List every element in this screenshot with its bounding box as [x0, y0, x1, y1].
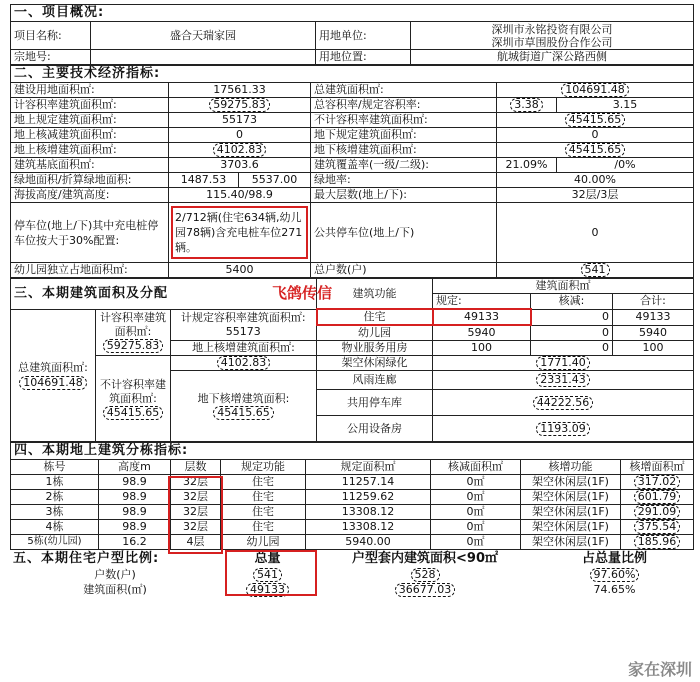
cell-function: 住宅: [221, 490, 306, 505]
col-total-header: 总量: [254, 550, 281, 566]
indicator-label: 建筑覆盖率(一级/二级):: [311, 158, 497, 173]
indicator-value: 40.00%: [497, 173, 694, 188]
indicator-value-text: 59275.83: [209, 98, 270, 112]
cell-height: 16.2: [99, 535, 171, 550]
parking-label: 停车位(地上/下)其中充电桩停车位按大于30%配置:: [11, 203, 169, 263]
cell-add-area-text: 317.02: [634, 475, 681, 489]
indicator-value: [497, 98, 557, 113]
area-header: 建筑面积㎡: [433, 279, 694, 294]
indicator-value: [497, 113, 694, 128]
cell-function: 住宅: [221, 505, 306, 520]
cell-floors: 32层: [171, 490, 221, 505]
func-total: 5940: [613, 325, 694, 341]
cell-area: 11257.14: [306, 475, 431, 490]
location-value: 航城街道广深公路西侧: [411, 50, 694, 65]
cell-add-area-text: 375.54: [634, 520, 681, 534]
cell-reduce: 0㎡: [431, 490, 521, 505]
indicator-label: 地下核增建筑面积㎡:: [311, 143, 497, 158]
func-spec: 49133: [433, 309, 531, 325]
nonfar-cell: [96, 356, 171, 442]
col-total-header: 合计:: [613, 294, 694, 310]
func-value-text: 1771.40: [536, 356, 590, 370]
section-project-overview: [10, 4, 694, 65]
far-area-label: 计容积率建筑面积㎡:: [100, 311, 166, 339]
section-building-indicators: [10, 442, 694, 550]
indicator-label: 地上核减建筑面积㎡:: [11, 128, 169, 143]
cell-height: 98.9: [99, 490, 171, 505]
cell-height: 98.9: [99, 505, 171, 520]
below-add-value: 45415.65: [213, 406, 274, 420]
indicator-value: 55173: [169, 113, 311, 128]
indicator-label: 计容积率建筑面积㎡:: [11, 98, 169, 113]
indicator-value: [497, 143, 694, 158]
ratio-ratio: [535, 567, 694, 582]
cell-add-function: 架空休闲层(1F): [521, 520, 621, 535]
project-name-value: 盛合天瑞家园: [91, 22, 316, 50]
func-name: 风雨连廊: [317, 371, 433, 390]
indicator-value: [169, 98, 311, 113]
plot-no-label: 宗地号:: [11, 50, 91, 65]
plot-no-value: [91, 50, 316, 65]
indicator-value: 17561.33: [169, 83, 311, 98]
section-unit-ratio: [10, 550, 694, 597]
cell-floors: 32层: [171, 505, 221, 520]
indicator-value: 0: [497, 128, 694, 143]
func-value-text: 44222.56: [533, 396, 594, 410]
indicator-value: /0%: [557, 158, 694, 173]
col-header: 规定功能: [221, 460, 306, 475]
cell-add-function: 架空休闲层(1F): [521, 505, 621, 520]
cell-floors: 4层: [171, 535, 221, 550]
kinder-label: 幼儿园独立占地面积㎡:: [11, 263, 169, 278]
cell-add-area: [621, 520, 694, 535]
indicator-value-text: 45415.65: [565, 143, 626, 157]
section-area-distribution: [10, 278, 694, 442]
location-label: 用地位置:: [316, 50, 411, 65]
ratio-total-text: 49133: [246, 583, 289, 597]
func-value: [433, 356, 694, 371]
func-name: 公用设备房: [317, 416, 433, 442]
far-area-cell: [96, 309, 171, 356]
households-label: 总户数(户): [311, 263, 497, 278]
households-value-text: 541: [581, 263, 610, 277]
cell-add-function: 架空休闲层(1F): [521, 535, 621, 550]
cell-reduce: 0㎡: [431, 520, 521, 535]
cell-add-area: [621, 535, 694, 550]
indicator-value-text: 45415.65: [565, 113, 626, 127]
func-name: 共用停车库: [317, 390, 433, 416]
cell-add-area-text: 601.79: [634, 490, 681, 504]
table-row: [10, 582, 694, 597]
func-value: [433, 371, 694, 390]
table-row: [11, 535, 694, 550]
project-name-label: 项目名称:: [11, 22, 91, 50]
parking-value-cell: [169, 203, 311, 263]
below-add-cell: [171, 371, 317, 442]
above-add-cell: [171, 341, 317, 356]
func-spec: 5940: [433, 325, 531, 341]
spec-far-value: 55173: [225, 324, 261, 338]
func-value-text: 1193.09: [536, 422, 590, 436]
spec-far-label: 计规定容积率建筑面积㎡:: [180, 310, 306, 324]
cell-height: 98.9: [99, 475, 171, 490]
cell-add-area: [621, 505, 694, 520]
watermark-logo: 家在深圳: [627, 660, 692, 679]
col-header: 高度m: [99, 460, 171, 475]
indicator-label: 建筑基底面积㎡:: [11, 158, 169, 173]
land-unit-value: [411, 22, 694, 50]
table-row: [11, 475, 694, 490]
indicator-value: 32层/3层: [497, 188, 694, 203]
households-value: [497, 263, 694, 278]
section-title: 四、本期地上建筑分栋指标:: [11, 443, 694, 460]
table-header-row: [11, 460, 694, 475]
func-name: 架空休闲绿化: [317, 356, 433, 371]
cell-area: 13308.12: [306, 505, 431, 520]
func-value: [433, 390, 694, 416]
section-title: 三、本期建筑面积及分配: [11, 279, 317, 310]
func-value-text: 2331.43: [536, 373, 590, 387]
col-header: 规定面积㎡: [306, 460, 431, 475]
col-header: 核增面积㎡: [621, 460, 694, 475]
ratio-row-label: 户数(户): [94, 567, 136, 581]
indicator-value: 115.40/98.9: [169, 188, 311, 203]
cell-reduce: 0㎡: [431, 475, 521, 490]
land-unit-line-2: 深圳市草围股份合作公司: [491, 35, 613, 49]
func-reduce: 0: [531, 341, 613, 356]
col-small-header: 户型套内建筑面积<90㎡: [352, 550, 498, 566]
parking-value: 2/712辆(住宅634辆,幼儿园78辆)含充电桩车位271辆。: [171, 206, 308, 259]
cell-height: 98.9: [99, 520, 171, 535]
cell-function: 幼儿园: [221, 535, 306, 550]
cell-add-area-text: 291.09: [634, 505, 681, 519]
ratio-ratio-text: 97.60%: [590, 568, 640, 582]
cell-floors: 32层: [171, 520, 221, 535]
table-row: [11, 520, 694, 535]
ratio-total: [220, 567, 315, 582]
spec-far-cell: [171, 309, 317, 341]
land-unit-label: 用地单位:: [316, 22, 411, 50]
col-spec-header: 规定:: [433, 294, 531, 310]
indicator-value: [169, 143, 311, 158]
section-title: 二、主要技术经济指标:: [11, 66, 694, 83]
indicator-label: 总容积率/规定容积率:: [311, 98, 497, 113]
func-reduce: 0: [531, 325, 613, 341]
col-header: 核减面积㎡: [431, 460, 521, 475]
kinder-value: 5400: [169, 263, 311, 278]
cell-add-area: [621, 490, 694, 505]
indicator-value: 0: [169, 128, 311, 143]
indicator-label: 总建筑面积㎡:: [311, 83, 497, 98]
col-header: 栋号: [11, 460, 99, 475]
indicator-value: [497, 83, 694, 98]
ratio-small-text: 36677.03: [395, 583, 456, 597]
func-name: 幼儿园: [317, 325, 433, 341]
section-title: 一、项目概况:: [11, 5, 694, 22]
above-add-value: 4102.83: [217, 356, 271, 370]
ratio-small-text: 528: [411, 568, 440, 582]
cell-function: 住宅: [221, 475, 306, 490]
indicator-value: 3703.6: [169, 158, 311, 173]
indicator-label: 建设用地面积㎡:: [11, 83, 169, 98]
cell-area: 11259.62: [306, 490, 431, 505]
section-tech-indicators: [10, 65, 694, 278]
far-area-value: 59275.83: [103, 339, 164, 353]
cell-add-area: [621, 475, 694, 490]
cell-building: 3栋: [11, 505, 99, 520]
indicator-value-text: 104691.48: [561, 83, 629, 97]
ratio-small: [315, 567, 535, 582]
cell-add-area-text: 185.96: [634, 535, 681, 549]
func-reduce: 0: [531, 309, 613, 325]
indicator-value: 21.09%: [497, 158, 557, 173]
cell-floors: 32层: [171, 475, 221, 490]
func-total: 49133: [613, 309, 694, 325]
nonfar-value: 45415.65: [103, 406, 164, 420]
func-name: 物业服务用房: [317, 341, 433, 356]
indicator-label: 不计容积率建筑面积㎡:: [311, 113, 497, 128]
cell-building: 2栋: [11, 490, 99, 505]
indicator-label: 海拔高度/建筑高度:: [11, 188, 169, 203]
total-area-value: 104691.48: [19, 376, 87, 390]
cell-reduce: 0㎡: [431, 535, 521, 550]
overlay-annotation: 飞鸽传信: [272, 284, 333, 302]
indicator-label: 最大层数(地上/下):: [311, 188, 497, 203]
indicator-label: 绿地率:: [311, 173, 497, 188]
ratio-ratio: 74.65%: [593, 582, 636, 596]
col-header: 层数: [171, 460, 221, 475]
land-unit-line-1: 深圳市永铭投资有限公司: [491, 22, 613, 36]
cell-reduce: 0㎡: [431, 505, 521, 520]
indicator-label: 地上核增建筑面积㎡:: [11, 143, 169, 158]
indicator-value: 5537.00: [239, 173, 311, 188]
indicator-label: 地上规定建筑面积㎡:: [11, 113, 169, 128]
cell-area: 5940.00: [306, 535, 431, 550]
cell-area: 13308.12: [306, 520, 431, 535]
indicator-label: 绿地面积/折算绿地面积:: [11, 173, 169, 188]
func-spec: 100: [433, 341, 531, 356]
ratio-total-text: 541: [253, 568, 282, 582]
ratio-row-label: 建筑面积(㎡): [83, 582, 147, 596]
cell-building: 5栋(幼儿园): [11, 535, 99, 550]
indicator-value: 1487.53: [169, 173, 239, 188]
col-header: 核增功能: [521, 460, 621, 475]
below-add-label: 地下核增建筑面积:: [197, 392, 290, 405]
func-name: 住宅: [317, 309, 433, 325]
ratio-small: [315, 582, 535, 597]
total-area-cell: [11, 309, 96, 442]
func-header: 建筑功能: [317, 279, 433, 310]
indicator-value-text: 4102.83: [213, 143, 267, 157]
indicator-value: 3.15: [557, 98, 694, 113]
total-area-label: 总建筑面积㎡:: [18, 361, 88, 375]
func-total: 100: [613, 341, 694, 356]
func-value: [433, 416, 694, 442]
cell-add-function: 架空休闲层(1F): [521, 475, 621, 490]
public-parking-value: 0: [497, 203, 694, 263]
above-add-value-cell: [171, 356, 317, 371]
table-row: [11, 490, 694, 505]
ratio-total: [220, 582, 315, 597]
cell-building: 1栋: [11, 475, 99, 490]
cell-building: 4栋: [11, 520, 99, 535]
col-reduce-header: 核减:: [531, 294, 613, 310]
table-row: [11, 505, 694, 520]
section-title: 五、本期住宅户型比例:: [13, 550, 160, 566]
indicator-label: 地下规定建筑面积㎡:: [311, 128, 497, 143]
public-parking-label: 公共停车位(地上/下): [311, 203, 497, 263]
cell-function: 住宅: [221, 520, 306, 535]
cell-add-function: 架空休闲层(1F): [521, 490, 621, 505]
table-row: [10, 567, 694, 582]
nonfar-label: 不计容积率建筑面积㎡:: [100, 377, 166, 405]
col-ratio-header: 占总量比例: [581, 550, 647, 566]
above-add-label: 地上核增建筑面积㎡:: [192, 341, 295, 354]
indicator-value-text: 3.38: [510, 98, 543, 112]
